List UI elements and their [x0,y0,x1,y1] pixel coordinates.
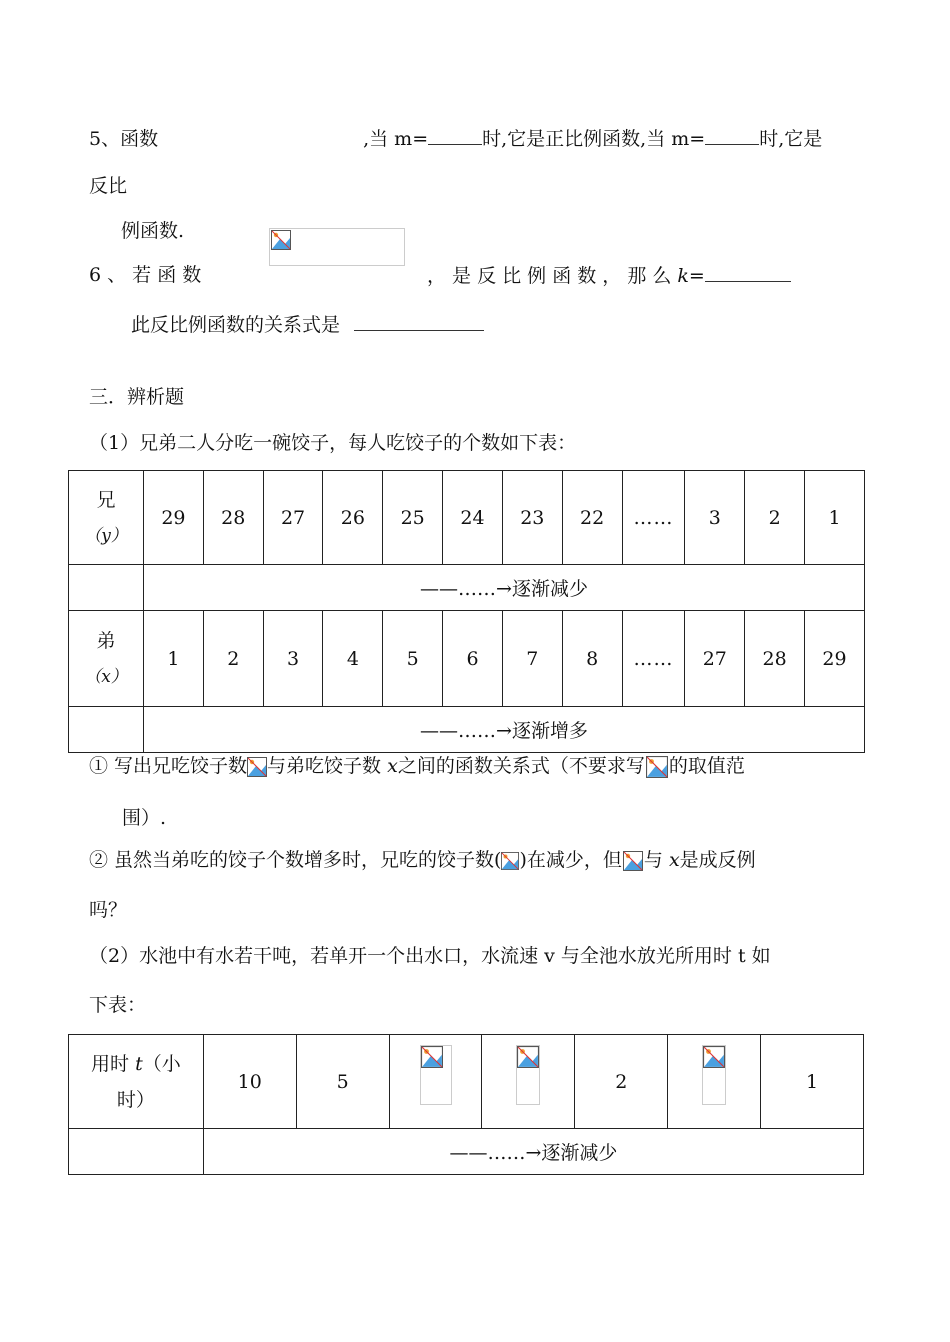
table-cell [69,565,144,611]
table-cell: 4 [323,611,383,707]
table-cell: 28 [203,471,263,565]
broken-image-icon [501,851,519,871]
broken-image-icon [247,757,267,777]
table-cell [69,1129,204,1175]
q6-prefix: 6 、 若 函 数 [89,264,202,286]
table-cell: 7 [502,611,562,707]
broken-image-icon [703,1046,725,1068]
table-cell: 27 [263,471,323,565]
y-image-3 [622,851,644,871]
table-cell: 2 [203,611,263,707]
q5-mid2: 时,它是正比例函数,当 m= [482,128,706,150]
q-circle2-c: 与 [643,849,663,871]
q-circle2-a: ② 虽然当弟吃的饺子个数增多时，兄吃的饺子数( [89,849,502,871]
q6-line2 [131,312,484,337]
q6-line2-text: 此反比例函数的关系式是 [131,314,341,336]
table2-row-time [69,1035,864,1129]
q6-k: k [677,265,689,287]
table-row-brother [69,471,865,565]
time-label-a: 用时 [91,1052,130,1075]
table-cell-image [389,1035,482,1129]
table-cell: 2 [575,1035,668,1129]
q6-eq: = [688,265,705,287]
table-cell: 10 [203,1035,296,1129]
q5-mid1: ,当 m= [363,128,429,150]
table-cell: 27 [685,611,745,707]
broken-image-icon [645,756,669,778]
broken-image-icon [622,851,644,871]
table-cell: …… [622,611,685,707]
q5-blank1[interactable] [428,126,482,145]
q-circle1-a: ① 写出兄吃饺子数 [89,755,248,777]
trend-decrease-2: ——……→逐渐减少 [203,1129,863,1175]
trend-increase: ——……→逐渐增多 [144,707,865,753]
q6-mid: ， 是 反 比 例 函 数 ， 那 么 [427,265,672,287]
table-cell-image [668,1035,761,1129]
table-cell: 5 [383,611,443,707]
table-cell: 2 [745,471,805,565]
p2-line2: 下表： [89,994,147,1016]
q6-blank-relation[interactable] [354,312,484,331]
table-cell: 28 [745,611,805,707]
table-row-younger-brother [69,611,865,707]
var-t: t [135,1052,143,1075]
q5-prefix: 5、函数 [89,128,159,150]
fraction-image [420,1045,452,1105]
q-circle2-line2: 吗？ [89,899,128,921]
q-circle1-line1 [89,754,745,778]
table-cell [69,707,144,753]
x-image-1 [645,756,669,778]
table-cell: …… [622,471,685,565]
q5-blank2[interactable] [705,126,759,145]
fraction-image [702,1045,726,1105]
brother-label-cell [69,471,144,565]
q6-blank-k[interactable] [705,263,791,282]
p2-line1: （2）水池中有水若干吨，若单开一个出水口，水流速 v 与全池水放光所用时 t 如 [89,945,771,967]
table-row-trend-1 [69,565,865,611]
brother-label: 兄 [96,488,116,511]
q-circle2-line1 [89,848,756,872]
table-cell: 3 [263,611,323,707]
var-x-2: x [668,849,680,871]
table-cell: 6 [443,611,503,707]
q6-line1-right [427,263,791,288]
trend-decrease: ——……→逐渐减少 [144,565,865,611]
table-cell: 5 [296,1035,389,1129]
q5-line1 [89,126,822,151]
q-circle1-c: 之间的函数关系式（不要求写 [397,755,645,777]
table-cell: 29 [805,611,865,707]
y-image-2 [501,851,519,871]
broken-image-icon [421,1046,443,1068]
fraction-image [516,1045,540,1105]
table-cell: 24 [443,471,503,565]
table-cell: 23 [502,471,562,565]
time-label-cell [69,1035,204,1129]
table-cell: 22 [562,471,622,565]
broken-image-icon [517,1046,539,1068]
table-cell: 29 [144,471,204,565]
q-circle1-d: 的取值范 [668,755,745,777]
table-cell: 3 [685,471,745,565]
pool-table [68,1034,864,1175]
q-circle1-line2: 围）. [122,807,167,829]
table-cell: 1 [761,1035,864,1129]
table-row-trend-2 [69,707,865,753]
younger-var: （x） [84,666,128,687]
q5-line3: 例函数. [121,220,185,242]
y-image-1 [247,757,267,777]
table-cell-image [482,1035,575,1129]
section-title: 三．辨析题 [89,386,185,408]
q5-line2: 反比 [89,175,128,197]
table-cell: 8 [562,611,622,707]
q-circle2-d: 是成反例 [679,849,756,871]
time-label-line2: 时） [116,1088,155,1111]
var-x: x [387,755,398,777]
q-circle1-b: 与弟吃饺子数 [267,755,382,777]
table-cell: 1 [144,611,204,707]
q5-suffix: 时,它是 [759,128,823,150]
younger-label-cell [69,611,144,707]
dumpling-table [68,470,865,753]
table-cell: 26 [323,471,383,565]
q6-line1 [89,263,201,287]
table2-row-trend [69,1129,864,1175]
table-cell: 1 [805,471,865,565]
section-p1: （1）兄弟二人分吃一碗饺子，每人吃饺子的个数如下表： [89,432,577,454]
time-label-b: （小 [142,1052,181,1075]
q6-function-image [269,228,405,266]
time-label-line1 [69,1046,203,1082]
broken-image-icon [271,230,291,250]
brother-var: （y） [84,525,128,546]
table-cell: 25 [383,471,443,565]
q-circle2-b: )在减少，但 [519,849,622,871]
younger-label: 弟 [96,629,116,652]
